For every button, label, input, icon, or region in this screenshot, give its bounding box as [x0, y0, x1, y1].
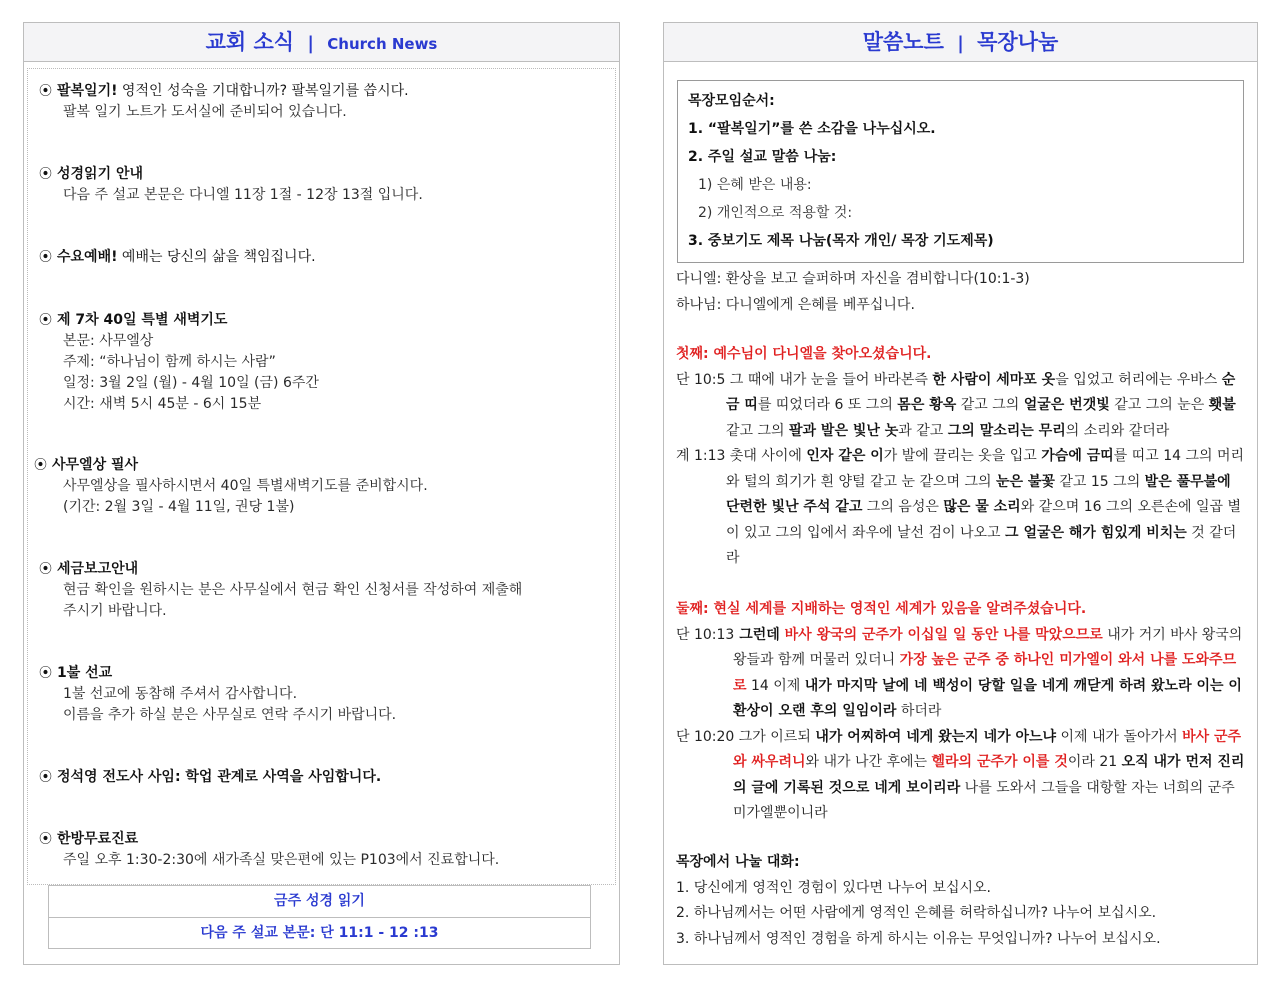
bullet-icon: ⦿ [39, 250, 53, 265]
bible-reading-text: 다음 주 설교 본문: 단 11:1 - 12 :13 [49, 917, 590, 949]
news-line: 주제: “하나님이 함께 하시는 사람” [63, 354, 276, 370]
verse-dan-10-20: 단 10:20 그가 이르되 내가 어찌하여 네게 왔는지 네가 아느냐 이제 내가 돌아가서 바사 군주와 싸우려니와 내가 나간 후에는 헬라의 군주가 이를 것이라 21 오직 내가 먼저 진리의 글에 기록된 것으로 네게 보이리라 나를 도와서 그들을 대항할 자는 너희의 군주 미가엘뿐이니라 [676, 728, 1245, 821]
bullet-icon: ⦿ [39, 562, 53, 577]
news-list [27, 68, 616, 885]
news-heading: 성경읽기 안내 [57, 166, 144, 182]
news-item-diary [39, 81, 409, 123]
second-heading: 둘째: 현실 세계를 지배하는 영적인 세계가 있음을 알려주셨습니다. [676, 601, 1087, 617]
news-heading: 팔복일기! [57, 83, 118, 99]
order-title: 목장모임순서: [688, 93, 775, 109]
news-line: 본문: 사무엘상 [63, 333, 154, 349]
order-item-2a: 1) 은혜 받은 내용: [698, 177, 812, 193]
title-a: 말씀노트 [862, 30, 944, 54]
talk-title: 목장에서 나눌 대화: [676, 854, 800, 870]
bullet-icon: ⦿ [39, 770, 53, 785]
order-item-1: 1. “팔복일기”를 쓴 소감을 나누십시오. [688, 121, 936, 137]
verse-dan-10-5: 단 10:5 그 때에 내가 눈을 들어 바라본즉 한 사람이 세마포 옷을 입었고 허리에는 우바스 순금 띠를 띠었더라 6 또 그의 몸은 황옥 같고 그의 얼굴은 번갯빛 같고 그의 눈은 횃불 같고 그의 팔과 발은 빛난 놋과 같고 그의 말소리는 무리의 소리와 같더라 [676, 371, 1236, 439]
bullet-icon: ⦿ [34, 458, 48, 473]
first-heading: 첫째: 예수님이 다니엘을 찾아오셨습니다. [676, 346, 932, 362]
verse-dan-10-13: 단 10:13 그런데 바사 왕국의 군주가 이십일 일 동안 나를 막았으므로 내가 거기 바사 왕국의 왕들과 함께 머물러 있더니 가장 높은 군주 중 하나인 미가엘이 와서 나를 도와주므로 14 이제 내가 마지막 날에 네 백성이 당할 일을 네게 깨닫게 하려 왔노라 이는 이 환상이 오랜 후의 일임이라 하더라 [676, 626, 1243, 719]
news-item-tax [39, 559, 522, 622]
title-separator: | [307, 33, 314, 54]
order-item-2b: 2) 개인적으로 적용할 것: [698, 205, 853, 221]
title-b: 목장나눔 [977, 30, 1059, 54]
news-heading-rest: 예배는 당신의 삶을 책임집니다. [117, 249, 316, 265]
bible-reading-title: 금주 성경 읽기 [274, 893, 365, 909]
news-line: 사무엘상을 필사하시면서 40일 특별새벽기도를 준비합시다. [63, 478, 428, 494]
news-item-transcription [34, 455, 428, 518]
second-point-block [676, 597, 1247, 827]
news-heading: 세금보고안내 [57, 561, 139, 577]
title-en: Church News [327, 35, 438, 53]
news-heading: 1불 선교 [57, 665, 113, 681]
intro-line-1: 다니엘: 환상을 보고 슬퍼하며 자신을 겸비합니다(10:1-3) [676, 271, 1030, 287]
talk-item: 2. 하나님께서는 어떤 사람에게 영적인 은혜를 허락하십니까? 나누어 보십시오. [676, 905, 1157, 921]
verse-rev-1-13: 계 1:13 촛대 사이에 인자 같은 이가 발에 끌리는 옷을 입고 가슴에 금띠를 띠고 14 그의 머리와 털의 희기가 흰 양털 같고 눈 같으며 그의 눈은 불꽃 같고 15 그의 발은 풀무불에 단련한 빛난 주석 같고 그의 음성은 많은 물 소리와 같으며 16 그의 오른손에 일곱 별이 있고 그의 입에서 좌우에 날선 검이 나오고 그 얼굴은 해가 힘있게 비치는 것 같더라 [676, 448, 1245, 566]
news-line: 시간: 새벽 5시 45분 - 6시 15분 [63, 396, 262, 412]
sermon-note-panel [663, 22, 1258, 965]
news-item-bible-reading [39, 164, 423, 206]
intro-block [676, 267, 1247, 318]
news-line: 팔복 일기 노트가 도서실에 준비되어 있습니다. [63, 104, 347, 120]
talk-item: 3. 하나님께서 영적인 경험을 하게 하시는 이유는 무엇입니까? 나누어 보십시오. [676, 930, 1161, 947]
talk-block [676, 850, 1247, 952]
church-news-title [24, 23, 619, 62]
news-line: 다음 주 설교 본문은 다니엘 11장 1절 - 12장 13절 입니다. [63, 187, 423, 203]
news-heading: 수요예배! [57, 249, 118, 265]
intro-line-2: 하나님: 다니엘에게 은혜를 베푸십니다. [676, 296, 915, 313]
title-separator: | [957, 33, 964, 54]
news-line: 주시기 바랍니다. [63, 603, 167, 619]
first-point-block [676, 342, 1247, 572]
title-ko: 교회 소식 [205, 30, 295, 54]
news-heading: 사무엘상 필사 [52, 457, 139, 473]
sermon-note-title [664, 23, 1257, 62]
news-item-wednesday [39, 247, 316, 268]
news-item-clinic [39, 829, 499, 871]
bible-reading-box [48, 885, 591, 949]
news-heading-rest: 영적인 성숙을 기대합니까? 팔복일기를 씁시다. [117, 83, 409, 99]
order-item-3: 3. 중보기도 제목 나눔(목자 개인/ 목장 기도제목) [688, 233, 994, 249]
order-item-2: 2. 주일 설교 말씀 나눔: [688, 149, 837, 165]
news-item-resignation [39, 767, 381, 788]
bullet-icon: ⦿ [39, 313, 53, 328]
news-line: (기간: 2월 3일 - 4월 11일, 권당 1불) [63, 499, 295, 515]
news-heading: 정석영 전도사 사임: 학업 관계로 사역을 사임합니다. [57, 769, 382, 785]
news-line: 이름을 추가 하실 분은 사무실로 연락 주시기 바랍니다. [63, 707, 397, 723]
news-item-mission [39, 663, 396, 726]
bullet-icon: ⦿ [39, 832, 53, 847]
news-heading: 제 7차 40일 특별 새벽기도 [57, 312, 228, 328]
bullet-icon: ⦿ [39, 84, 53, 99]
news-line: 일정: 3월 2일 (월) - 4월 10일 (금) 6주간 [63, 375, 319, 391]
church-news-panel [23, 22, 620, 965]
news-line: 현금 확인을 원하시는 분은 사무실에서 현금 확인 신청서를 작성하여 제출해 [63, 582, 523, 598]
news-heading: 한방무료진료 [57, 831, 139, 847]
bullet-icon: ⦿ [39, 666, 53, 681]
news-item-dawn-prayer [39, 310, 319, 415]
bullet-icon: ⦿ [39, 167, 53, 182]
news-line: 1불 선교에 동참해 주셔서 감사합니다. [63, 686, 298, 702]
talk-item: 1. 당신에게 영적인 경험이 있다면 나누어 보십시오. [676, 879, 991, 896]
news-line: 주일 오후 1:30-2:30에 새가족실 맞은편에 있는 P103에서 진료합니다. [63, 852, 500, 868]
meeting-order-box [677, 80, 1244, 263]
